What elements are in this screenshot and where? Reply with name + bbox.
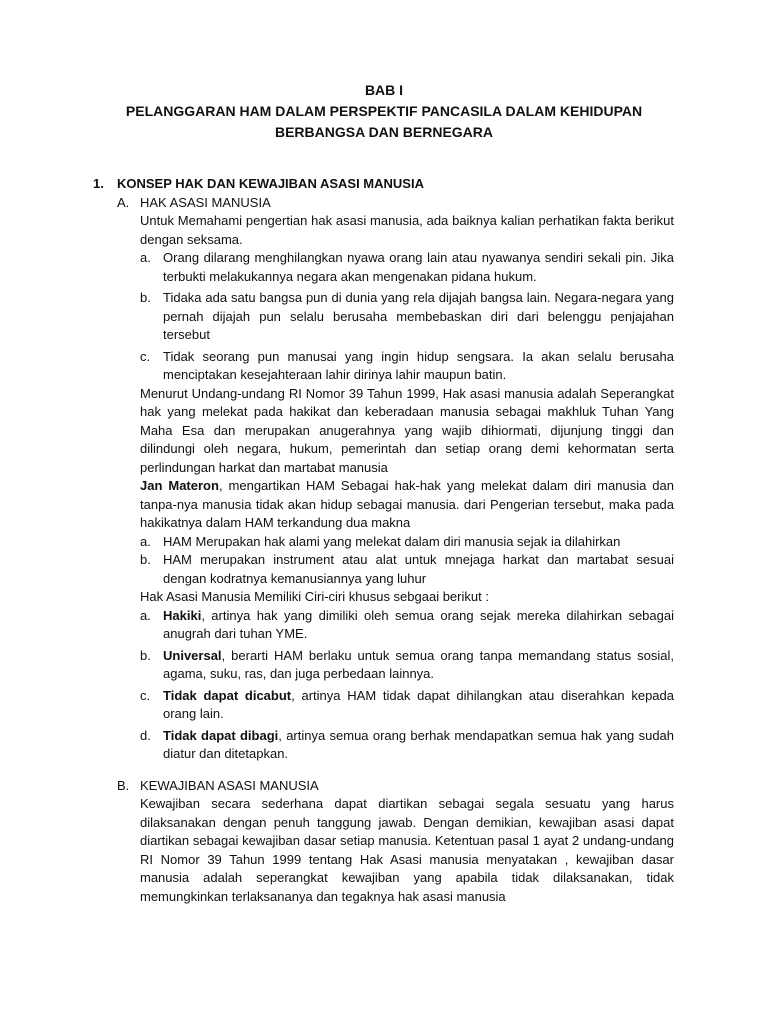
list-item-term: Hakiki (163, 607, 202, 623)
document-body (0, 175, 768, 906)
section-1-heading (0, 175, 768, 194)
list-marker: c. (140, 348, 151, 364)
list-item-text: , artinya semua orang berhak mendapatkan semua hak yang sudah diatur dan ditetapkan. (163, 727, 675, 761)
list-item (140, 249, 674, 286)
list-item (140, 533, 674, 552)
list-marker: c. (140, 687, 151, 703)
chapter-title-line2: BERBANGSA DAN BERNEGARA (274, 124, 494, 140)
list-item-text: Orang dilarang menghilangkan nyawa orang lain atau nyawanya sendiri sekali pin. Jika terbukti melakukannya negara akan mengenakan pidana hukum. (163, 250, 674, 284)
materon-text: , mengartikan HAM Sebagai hak-hak yang melekat dalam diri manusia dan tanpa-nya manusia tidak akan hidup sebagai manusia. dari Pengerian tersebut, maka pada hakikatnya dalam HAM terkandung dua makna (140, 478, 674, 530)
subsection-letter: B. (117, 777, 130, 793)
list-marker: a. (140, 533, 151, 549)
kewajiban-paragraph: Kewajiban secara sederhana dapat diartikan sebagai segala sesuatu yang harus dilaksanakan dengan penuh tanggung jawab. Dengan demikian, kewajiban asasi dapat diartikan sebagai kewajiban dasar setiap manusia. Ketentuan pasal 1 ayat 2 undang-undang RI Nomor 39 Tahun 1999 tentang Hak Asasi manusia menyatakan , kewajiban dasar manusia adalah seperangkat kewajiban yang apabila tidak dilaksanakan, tidak memungkinkan terlaksananya dan tegaknya hak asasi manusia (140, 796, 674, 904)
list-item (140, 348, 674, 385)
subsection-b-heading (0, 777, 768, 796)
list-item-text: HAM Merupakan hak alami yang melekat dalam diri manusia sejak ia dilahirkan (163, 533, 621, 549)
subsection-title: HAK ASASI MANUSIA (140, 194, 271, 210)
list-item (140, 727, 675, 764)
chapter-label: BAB I (364, 82, 404, 98)
definition-paragraph: Menurut Undang-undang RI Nomor 39 Tahun 1999, Hak asasi manusia adalah Seperangkat hak yang melekat pada hakikat dan keberadaan manusia sebagai makhluk Tuhan Yang Maha Esa dan merupakan anugerahnya yang wajib dihiormati, dijunjung tinggi dan dilindungi oleh negara, hukum, pemerintah dan setiap orang demi kehormatan serta perlindungan harkat dan martabat manusia (140, 385, 674, 475)
author-name: Jan Materon (140, 478, 219, 493)
list-item (140, 289, 674, 345)
list-item (140, 687, 674, 724)
subsection-a-heading (0, 194, 768, 213)
list-item-text: , berarti HAM berlaku untuk semua orang tanpa memandang status sosial, agama, suku, ras, dan juga perbedaan lainnya. (163, 647, 674, 681)
list-marker: d. (140, 727, 151, 743)
materon-paragraph (140, 477, 674, 533)
list-item (140, 607, 674, 644)
ciri-intro: Hak Asasi Manusia Memiliki Ciri-ciri khusus sebgaai berikut : (140, 589, 489, 604)
list-item (140, 647, 674, 684)
list-marker: a. (140, 250, 151, 265)
list-item-text: HAM merupakan instrument atau alat untuk mnejaga harkat dan martabat sesuai dengan kodratnya kemanusiannya yang luhur (163, 552, 674, 586)
list-item-text: , artinya hak yang dimiliki oleh semua orang sejak mereka dilahirkan sebagai anugrah dari tuhan YME. (163, 607, 674, 641)
intro-paragraph: Untuk Memahami pengertian hak asasi manusia, ada baiknya kalian perhatikan fakta berikut dengan seksama. (140, 213, 674, 247)
section-title: KONSEP HAK DAN KEWAJIBAN ASASI MANUSIA (117, 176, 424, 191)
chapter-title-line1: PELANGGARAN HAM DALAM PERSPEKTIF PANCASILA DALAM KEHIDUPAN (125, 103, 643, 119)
list-item-term: Tidak dapat dicabut (163, 687, 292, 703)
list-item-term: Universal (163, 647, 222, 663)
title-block (0, 80, 768, 143)
list-marker: b. (140, 552, 151, 567)
list-item-text: , artinya HAM tidak dapat dihilangkan atau diserahkan kepada orang lain. (163, 687, 674, 721)
subsection-letter: A. (117, 194, 130, 210)
list-marker: b. (140, 290, 151, 305)
list-marker: b. (140, 647, 151, 663)
list-item-term: Tidak dapat dibagi (163, 727, 279, 743)
section-number: 1. (93, 176, 104, 191)
list-item-text: Tidak seorang pun manusai yang ingin hidup sengsara. Ia akan selalu berusaha menciptakan kesejahteraan lahir dirinya lahir maupun batin. (163, 348, 674, 382)
list-item-text: Tidaka ada satu bangsa pun di dunia yang rela dijajah bangsa lain. Negara-negara yang pernah dijajah pun selalu berusaha membebaskan diri dari belenggu penjajahan tersebut (163, 290, 674, 342)
subsection-title: KEWAJIBAN ASASI MANUSIA (140, 777, 319, 793)
list-marker: a. (140, 607, 151, 623)
list-item (140, 551, 674, 588)
